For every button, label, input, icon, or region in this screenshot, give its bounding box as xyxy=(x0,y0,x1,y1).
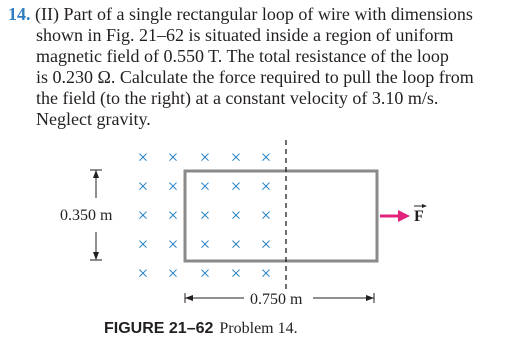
caption-text: Problem 14. xyxy=(219,320,298,337)
force-arrow-head xyxy=(398,210,410,222)
field-cross-icon: × xyxy=(260,205,272,227)
field-cross-icon: × xyxy=(230,234,242,256)
force-label: F xyxy=(414,208,424,225)
problem-line-4: is 0.230 Ω. Calculate the force required to pull the loop from xyxy=(36,67,474,87)
problem-line-5: the field (to the right) at a constant velocity of 3.10 m/s. xyxy=(36,88,439,108)
field-cross-icon: × xyxy=(199,234,211,256)
field-cross-icon: × xyxy=(199,176,211,198)
field-cross-icon: × xyxy=(260,234,272,256)
problem-line-3: magnetic field of 0.550 T. The total resistance of the loop xyxy=(36,46,449,66)
field-cross-icon: × xyxy=(167,205,179,227)
field-cross-icon: × xyxy=(260,147,272,169)
field-cross-icon: × xyxy=(230,205,242,227)
caption-label: FIGURE 21–62 xyxy=(104,320,214,337)
field-cross-icon: × xyxy=(260,263,272,285)
field-cross-icon: × xyxy=(137,263,149,285)
height-arrow-down xyxy=(93,252,99,260)
field-cross-icon: × xyxy=(230,147,242,169)
magnetic-field-grid xyxy=(138,148,272,285)
field-cross-icon: × xyxy=(137,147,149,169)
field-cross-icon: × xyxy=(199,147,211,169)
field-cross-icon: × xyxy=(199,263,211,285)
width-arrow-left xyxy=(185,295,193,301)
force-vector-bar-tip xyxy=(422,204,427,208)
field-cross-icon: × xyxy=(230,176,242,198)
field-cross-icon: × xyxy=(137,234,149,256)
width-label: 0.750 m xyxy=(250,291,303,308)
field-cross-icon: × xyxy=(199,205,211,227)
field-cross-icon: × xyxy=(230,263,242,285)
problem-line-2: shown in Fig. 21–62 is situated inside a region of uniform xyxy=(36,25,454,45)
field-cross-icon: × xyxy=(137,176,149,198)
wire-loop xyxy=(185,171,377,261)
figure-caption xyxy=(104,320,298,338)
problem-line-1-text: (II) Part of a single rectangular loop of wire with dimensions xyxy=(35,4,473,24)
field-cross-icon: × xyxy=(167,176,179,198)
width-arrow-right xyxy=(366,295,374,301)
field-cross-icon: × xyxy=(260,176,272,198)
problem-line-6: Neglect gravity. xyxy=(36,109,151,129)
field-cross-icon: × xyxy=(167,234,179,256)
height-arrow-up xyxy=(93,170,99,178)
problem-number: 14. xyxy=(8,4,31,24)
field-cross-icon: × xyxy=(167,263,179,285)
height-label: 0.350 m xyxy=(60,207,113,224)
field-cross-icon: × xyxy=(137,205,149,227)
field-cross-icon: × xyxy=(167,147,179,169)
